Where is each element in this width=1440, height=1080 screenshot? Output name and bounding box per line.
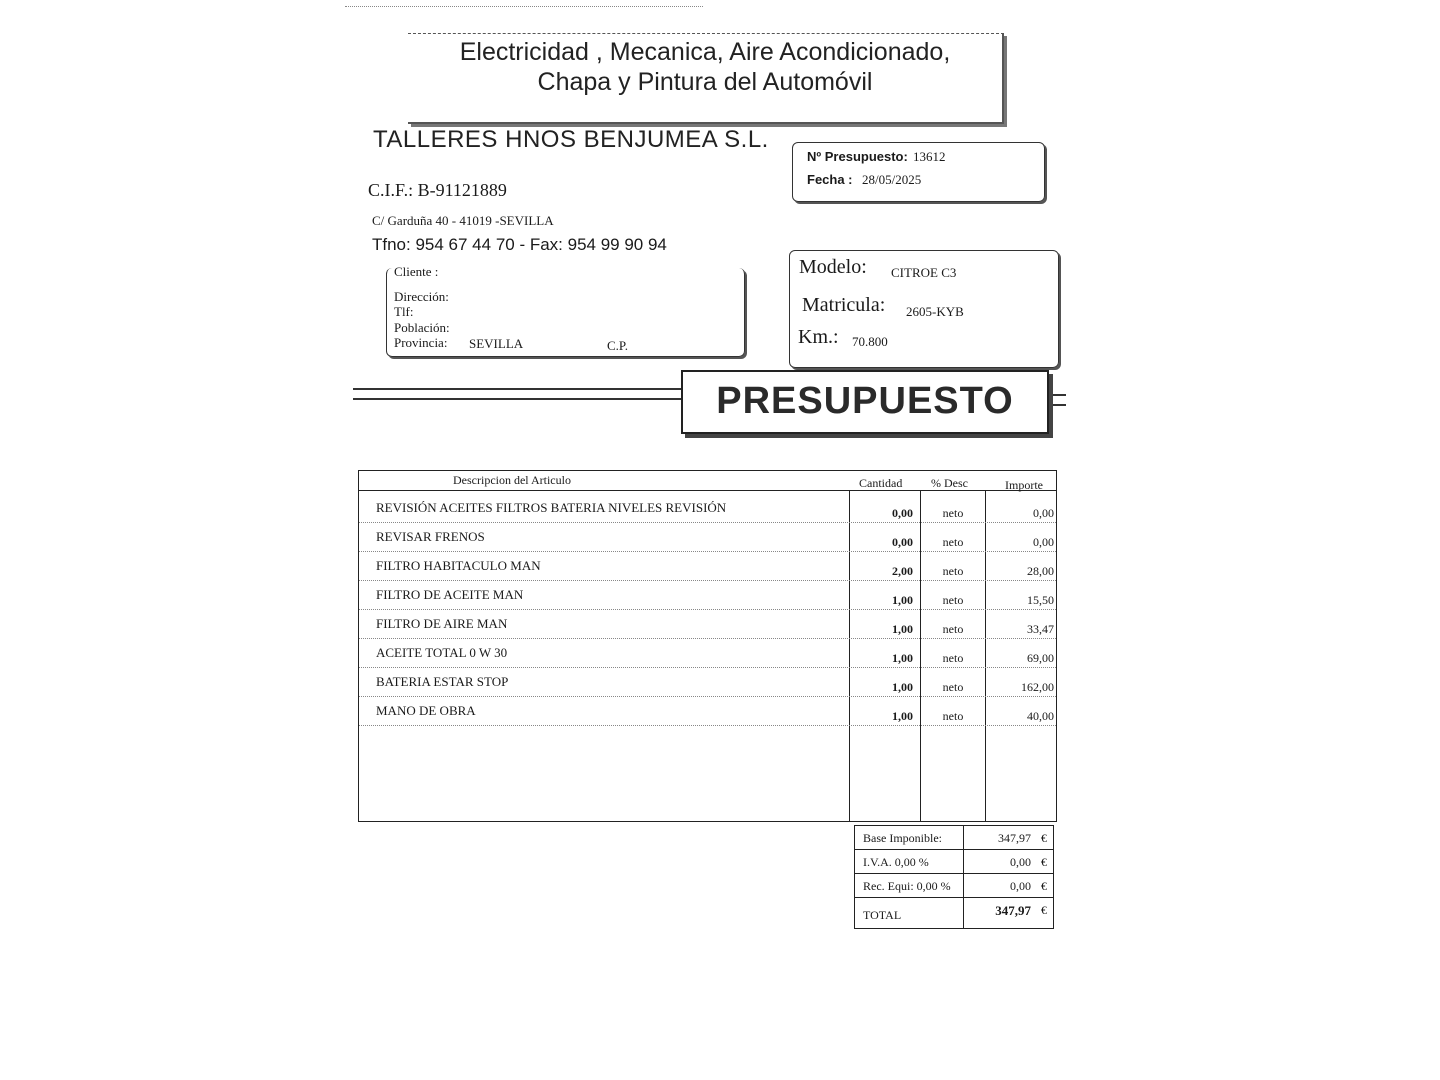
table-row [359, 494, 1056, 523]
iva-currency: € [1041, 855, 1047, 869]
row-quantity: 2,00 [892, 564, 913, 578]
total-value: 347,97 [995, 903, 1031, 918]
table-row [359, 523, 1056, 552]
totals-row-rec [855, 874, 1053, 898]
company-cif: C.I.F.: B-91121889 [368, 180, 507, 200]
totals-row-iva [855, 850, 1053, 874]
row-discount: neto [942, 622, 964, 636]
row-quantity: 1,00 [892, 651, 913, 665]
row-quantity: 0,00 [892, 506, 913, 520]
document-title: PRESUPUESTO [716, 380, 1014, 422]
row-amount: 0,00 [1033, 535, 1054, 549]
base-currency: € [1041, 831, 1047, 845]
row-discount: neto [942, 709, 964, 723]
totals-row-base [855, 826, 1053, 850]
row-amount: 0,00 [1033, 506, 1054, 520]
row-description: FILTRO DE ACEITE MAN [376, 587, 524, 602]
row-discount: neto [942, 680, 964, 694]
iva-value: 0,00 [1010, 855, 1031, 869]
client-phone-label: Tlf: [394, 304, 414, 319]
row-amount: 15,50 [1027, 593, 1054, 607]
table-row [359, 639, 1056, 668]
row-discount: neto [942, 651, 964, 665]
budget-info-box [792, 142, 1045, 202]
total-currency: € [1041, 903, 1047, 917]
row-description: REVISIÓN ACEITES FILTROS BATERIA NIVELES REVISIÓN [376, 500, 727, 515]
client-label: Cliente : [394, 264, 442, 280]
header-quantity: Cantidad [859, 476, 903, 490]
header-description: Descripcion del Articulo [453, 473, 571, 487]
header-amount: Importe [1005, 478, 1043, 492]
base-value: 347,97 [998, 831, 1031, 845]
row-discount: neto [942, 564, 964, 578]
row-description: FILTRO HABITACULO MAN [376, 558, 541, 573]
table-row [359, 668, 1056, 697]
row-quantity: 0,00 [892, 535, 913, 549]
total-label: TOTAL [863, 908, 902, 922]
row-description: ACEITE TOTAL 0 W 30 [376, 645, 508, 660]
row-description: FILTRO DE AIRE MAN [376, 616, 508, 631]
row-amount: 69,00 [1027, 651, 1054, 665]
row-quantity: 1,00 [892, 622, 913, 636]
company-address: C/ Garduña 40 - 41019 -SEVILLA [372, 213, 554, 228]
row-description: BATERIA ESTAR STOP [376, 674, 509, 689]
row-quantity: 1,00 [892, 709, 913, 723]
row-dotted-rule [359, 725, 1056, 726]
totals-row-total [855, 898, 1053, 927]
row-quantity: 1,00 [892, 593, 913, 607]
header-discount: % Desc [931, 476, 968, 490]
budget-date: 28/05/2025 [862, 172, 922, 187]
budget-number-label: Nº Presupuesto: [807, 149, 908, 164]
vehicle-model: CITROE C3 [891, 265, 957, 280]
row-amount: 28,00 [1027, 564, 1054, 578]
company-phone: Tfno: 954 67 44 70 - Fax: 954 99 90 94 [372, 235, 667, 254]
rec-label: Rec. Equi: 0,00 % [863, 879, 951, 893]
iva-label: I.V.A. 0,00 % [863, 855, 929, 869]
client-box [386, 264, 745, 357]
top-scan-rule [345, 6, 703, 7]
trade-line-1: Electricidad , Mecanica, Aire Acondicionado, [459, 38, 951, 66]
row-description: MANO DE OBRA [376, 703, 476, 718]
items-table [358, 470, 1057, 822]
trade-line-2: Chapa y Pintura del Automóvil [537, 68, 873, 96]
row-discount: neto [942, 506, 964, 520]
title-rule-left [353, 388, 683, 400]
table-row [359, 610, 1056, 639]
vehicle-box [789, 250, 1059, 368]
client-town-label: Población: [394, 320, 450, 335]
vehicle-km-label: Km.: [798, 326, 839, 348]
vehicle-plate: 2605-KYB [906, 304, 964, 319]
client-cp-label: C.P. [607, 338, 628, 353]
table-row [359, 552, 1056, 581]
client-province: SEVILLA [469, 336, 524, 351]
row-discount: neto [942, 593, 964, 607]
row-amount: 162,00 [1021, 680, 1054, 694]
table-row [359, 697, 1056, 726]
company-name: TALLERES HNOS BENJUMEA S.L. [373, 126, 769, 153]
rec-currency: € [1041, 879, 1047, 893]
document-title-box [681, 370, 1049, 434]
row-quantity: 1,00 [892, 680, 913, 694]
base-label: Base Imponible: [863, 831, 942, 845]
row-amount: 40,00 [1027, 709, 1054, 723]
row-amount: 33,47 [1027, 622, 1054, 636]
rec-value: 0,00 [1010, 879, 1031, 893]
vehicle-km: 70.800 [852, 334, 888, 349]
row-description: REVISAR FRENOS [376, 529, 485, 544]
budget-number: 13612 [913, 149, 946, 164]
budget-date-label: Fecha : [807, 172, 853, 187]
title-rule-right [1046, 394, 1066, 406]
client-province-label: Provincia: [394, 335, 448, 350]
client-address-label: Dirección: [394, 289, 449, 304]
vehicle-plate-label: Matricula: [802, 294, 886, 316]
vehicle-model-label: Modelo: [799, 256, 867, 278]
row-discount: neto [942, 535, 964, 549]
totals-box [854, 825, 1054, 929]
table-row [359, 581, 1056, 610]
